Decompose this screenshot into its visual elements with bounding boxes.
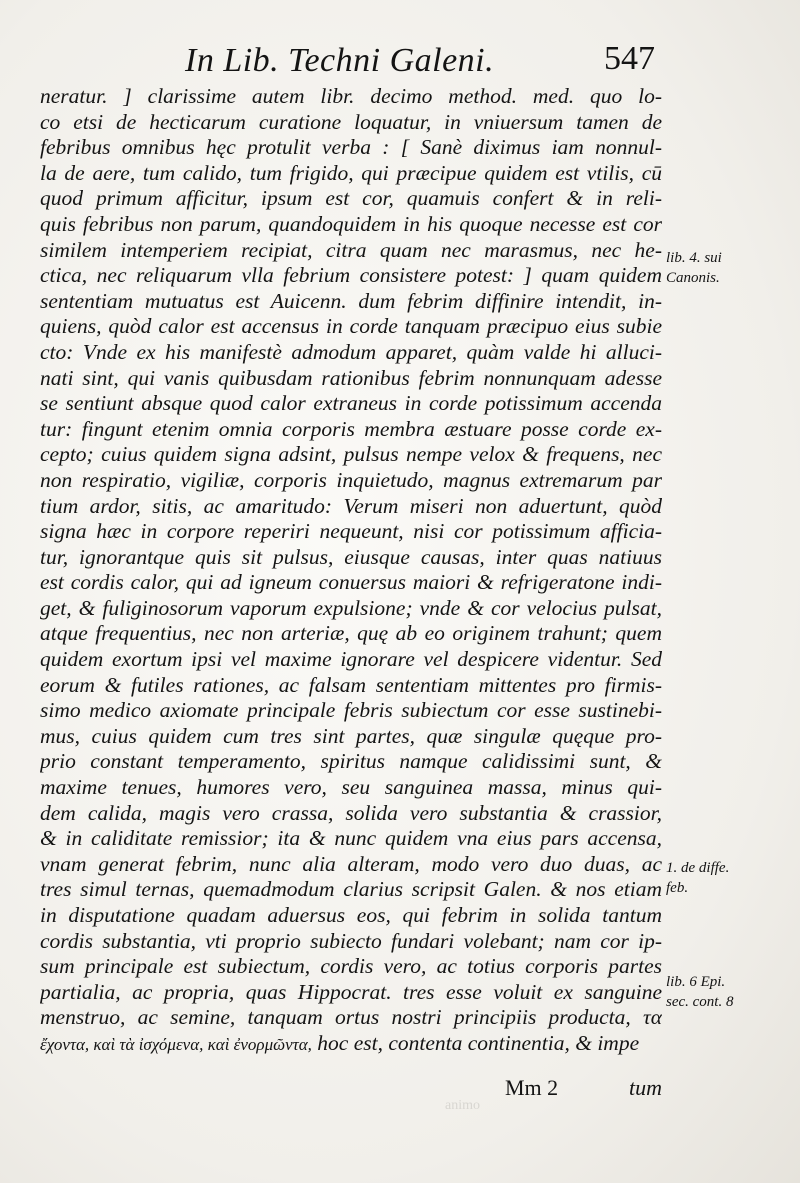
text-line: atque frequentius, nec non arteriæ, quę ab eo originem trahunt; quem [40,621,662,646]
text-line: vnam generat febrim, nunc alia alteram, modo vero duo duas, ac [40,851,662,876]
text-line: ctica, nec reliquarum vlla febrium consistere potest: ] quam quidem [40,263,662,288]
margin-note-line: sec. cont. 8 [666,994,734,1010]
text-line: cto: Vnde ex his manifestè admodum apparet, quàm valde hi alluci- [40,339,662,364]
greek-quotation: ἔχοντα, καὶ τὰ ἰσχόμενα, καὶ ἐνορμῶντα, [40,1034,312,1054]
margin-note-line: 1. de diffe. [666,860,730,876]
latin-gloss: hoc est, contenta continentia, & impe [311,1030,640,1055]
body-text [40,84,662,1057]
margin-note-line: feb. [666,880,689,896]
running-title: In Lib. Techni Galeni. [185,42,495,79]
text-line: & in caliditate remissior; ita & nunc quidem vna eius pars accensa, [40,826,662,851]
text-line: sum principale est subiectum, cordis vero, ac totius corporis partes [40,954,662,979]
text-line: signa hæc in corpore reperiri nequeunt, nisi cor potissimum afficia- [40,519,662,544]
text-line: neratur. ] clarissime autem libr. decimo method. med. quo lo- [40,84,662,108]
text-line: tres simul ternas, quemadmodum clarius scripsit Galen. & nos etiam [40,877,662,902]
text-line: non respiratio, vigiliæ, corporis inquietudo, magnus extremarum par [40,467,662,492]
text-line: partialia, ac propria, quas Hippocrat. tres esse voluit ex sanguine [40,979,662,1004]
text-line: tur, ignorantque quis sit pulsus, eiusque causas, inter quas natiuus [40,544,662,569]
page-footer [40,1075,662,1105]
text-line: sententiam mutuatus est Auicenn. dum febrim diffinire intendit, in- [40,288,662,313]
running-head [185,38,655,84]
margin-note-line: lib. 6 Epi. [666,974,726,990]
margin-note-line: Canonis. [666,270,720,286]
catchword: tum [629,1075,662,1100]
text-line: mus, cuius quidem cum tres sint partes, quæ singulæ quęque pro- [40,723,662,748]
text-line: similem intemperiem recipiat, citra quam nec marasmus, nec he- [40,237,662,262]
text-line: menstruo, ac semine, tanquam ortus nostri principiis producta, τα [40,1005,662,1030]
text-line: la de aere, tum calido, tum frigido, qui præcipue quidem est vtilis, cū [40,160,662,185]
text-line: dem calida, magis vero crassa, solida vero substantia & crassior, [40,800,662,825]
page-number: 547 [604,40,655,77]
text-line: prio constant temperamento, spiritus namque calidissimi sunt, & [40,749,662,774]
margin-note-line: lib. 4. sui [666,250,722,266]
text-line: tium ardor, sitis, ac amaritudo: Verum miseri non aduertunt, quòd [40,493,662,518]
text-line-greek [40,1031,662,1057]
text-line: febribus omnibus hęc protulit verba : [ Sanè diximus iam nonnul- [40,135,662,160]
margin-note-canon [666,248,796,288]
text-line: se sentiunt absque quod calor extraneus in corde potissimum accenda [40,391,662,416]
margin-note-epidemics [666,972,796,1012]
text-line: tur: fingunt etenim omnia corporis membra æstuare posse corde ex- [40,416,662,441]
text-line: quiens, quòd calor est accensus in corde tanquam præcipuo eius subie [40,314,662,339]
margin-note-de-differentiis [666,858,796,898]
text-line: eorum & futiles rationes, ac falsam sententiam mittentes pro firmis- [40,672,662,697]
text-line: nati sint, qui vanis quibusdam rationibus febrim nonnunquam adesse [40,365,662,390]
text-line: simo medico axiomate principale febris subiectum cor esse sustinebi- [40,698,662,723]
bleed-through-text: animo [445,1098,480,1113]
text-line: cordis substantia, vti proprio subiecto fundari volebant; nam cor ip- [40,928,662,953]
text-line: get, & fuliginosorum vaporum expulsione; vnde & cor velocius pulsat, [40,595,662,620]
text-line: quidem exortum ipsi vel maxime ignorare vel despicere videntur. Sed [40,647,662,672]
text-line: maxime tenues, humores vero, seu sanguinea massa, minus qui- [40,775,662,800]
text-line: quis febribus non parum, quandoquidem in his quoque necesse est cor [40,211,662,236]
text-line: cepto; cuius quidem signa adsint, pulsus nempe velox & frequens, nec [40,442,662,467]
signature-mark: Mm 2 [505,1075,559,1100]
text-line: in disputatione quadam aduersus eos, qui febrim in solida tantum [40,903,662,927]
text-line: quod primum afficitur, ipsum est cor, quamuis confert & in reli- [40,186,662,211]
text-line: est cordis calor, qui ad igneum conuersus maiori & refrigeratone indi- [40,570,662,595]
text-line: co etsi de hecticarum curatione loquatur, in vniuersum tamen de [40,109,662,134]
